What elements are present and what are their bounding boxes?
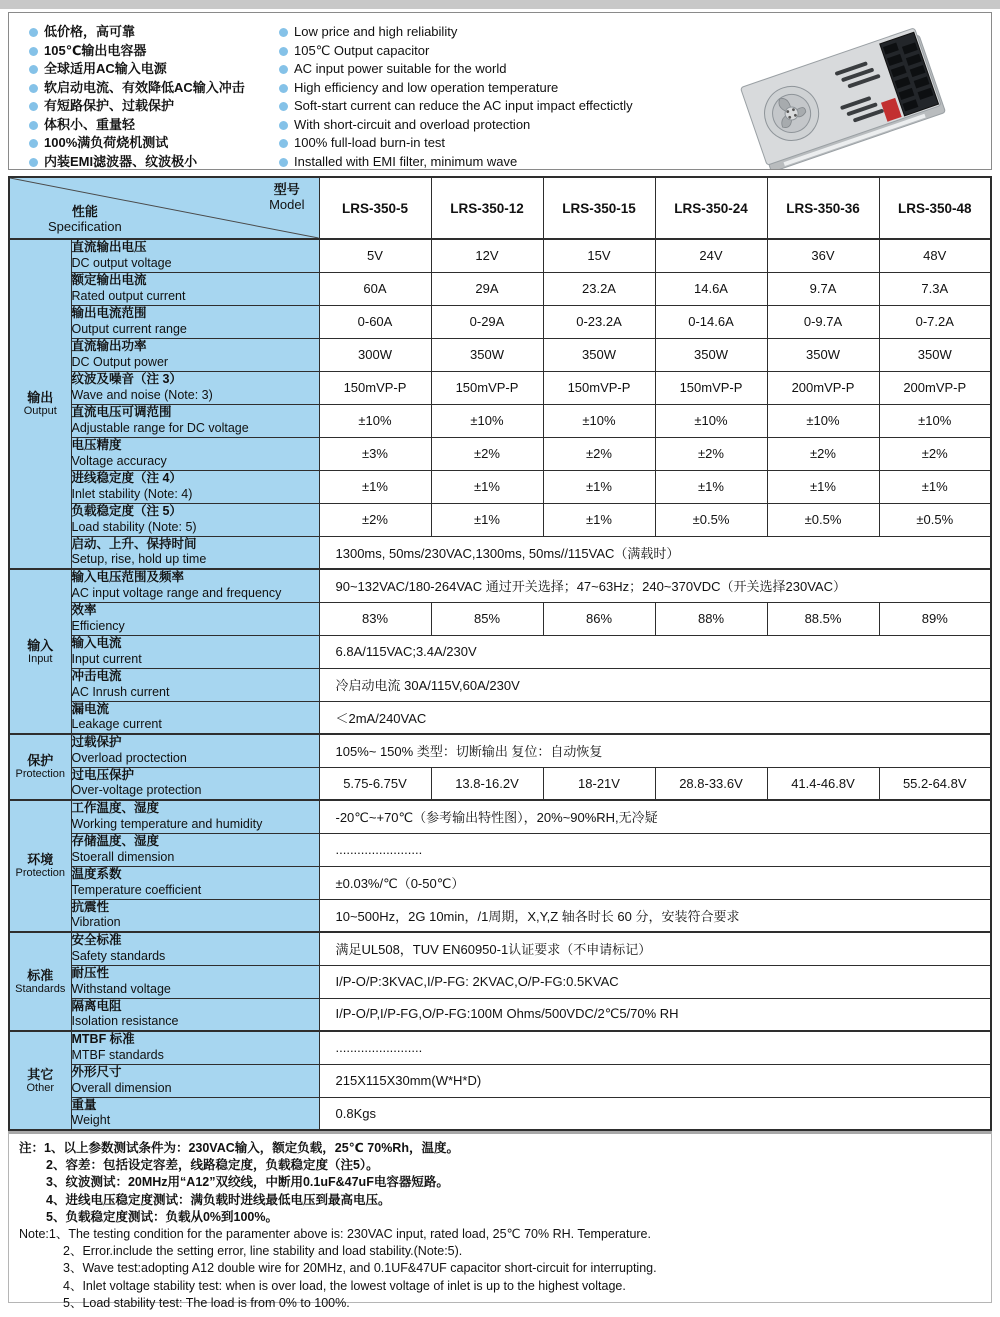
feature-text: Low price and high reliability: [294, 24, 458, 39]
value-cell: 41.4-46.8V: [767, 767, 879, 800]
value-cell: 200mVP-P: [767, 371, 879, 404]
spec-row: [9, 998, 991, 1031]
value-cell: ±2%: [655, 437, 767, 470]
row-label: [71, 470, 319, 503]
value-cell: 15V: [543, 239, 655, 272]
spec-table: [8, 176, 992, 1131]
value-cell: ±2%: [543, 437, 655, 470]
value-cell: ±1%: [543, 503, 655, 536]
row-label-cn: 直流输出功率: [71, 339, 147, 353]
row-label-en: Overall dimension: [71, 1080, 172, 1095]
row-label-en: AC input voltage range and frequency: [71, 585, 282, 600]
row-label-en: Withstand voltage: [71, 981, 171, 996]
feature-text: 全球适用AC输入电源: [44, 61, 167, 76]
row-label-en: Isolation resistance: [71, 1014, 179, 1029]
feature-item: [29, 60, 279, 79]
row-label-cn: 存储温度、湿度: [71, 834, 160, 848]
model-header: LRS-350-36: [767, 177, 879, 239]
row-label: [71, 833, 319, 866]
spec-row: [9, 767, 991, 800]
bullet-icon: [279, 158, 288, 167]
value-cell: 6.8A/115VAC;3.4A/230V: [319, 635, 991, 668]
value-cell: ±10%: [767, 404, 879, 437]
row-label: [71, 701, 319, 734]
feature-item: [29, 116, 279, 135]
note-line: 5、Load stability test: The load is from 0% to 100%.: [63, 1295, 350, 1310]
feature-item: [279, 116, 699, 135]
note-line: Note:1、The testing condition for the paramenter above is: 230VAC input, rated load, 25℃ 70% RH. Temperature.: [19, 1227, 651, 1242]
value-cell: ±3%: [319, 437, 431, 470]
value-cell: ±10%: [431, 404, 543, 437]
row-label: [71, 404, 319, 437]
value-cell: 89%: [879, 602, 991, 635]
group-label-en: Input: [28, 652, 53, 665]
feature-item: [29, 153, 279, 172]
feature-text: Installed with EMI filter, minimum wave: [294, 153, 518, 169]
row-label-en: Stoerall dimension: [71, 849, 175, 864]
note-line: 2、容差：包括设定容差，线路稳定度，负载稳定度（注5）。: [46, 1158, 379, 1173]
bullet-icon: [29, 121, 38, 130]
value-cell: 7.3A: [879, 272, 991, 305]
row-label-cn: 安全标准: [71, 933, 122, 948]
value-cell: 18-21V: [543, 767, 655, 800]
group-label-cn: 环境: [27, 852, 54, 867]
bullet-icon: [279, 102, 288, 111]
row-label: [71, 272, 319, 305]
spec-table-body: [9, 239, 991, 1130]
row-label-cn: 抗震性: [71, 899, 110, 914]
feature-text: 有短路保护、过载保护: [44, 98, 175, 113]
row-label-en: AC Inrush current: [71, 684, 170, 699]
row-label-cn: 隔离电阻: [71, 998, 122, 1013]
bullet-icon: [29, 158, 38, 167]
feature-text: High efficiency and low operation temperature: [294, 79, 559, 95]
row-label-cn: 温度系数: [71, 867, 122, 881]
row-label-en: Load stability (Note: 5): [71, 519, 197, 534]
row-label-en: Vibration: [71, 915, 121, 930]
model-header: LRS-350-5: [319, 177, 431, 239]
bullet-icon: [29, 65, 38, 74]
value-cell: 0-7.2A: [879, 305, 991, 338]
value-cell: 0-29A: [431, 305, 543, 338]
row-label: [71, 965, 319, 998]
value-cell: 150mVP-P: [655, 371, 767, 404]
value-cell: 88.5%: [767, 602, 879, 635]
spec-row: [9, 1097, 991, 1130]
value-cell: 0-23.2A: [543, 305, 655, 338]
note-line: 4、Inlet voltage stability test: when is over load, the lowest voltage of inlet is up to the highest voltage.: [63, 1278, 626, 1293]
row-label-cn: 电压精度: [71, 438, 122, 452]
value-cell: 83%: [319, 602, 431, 635]
model-header: LRS-350-24: [655, 177, 767, 239]
bullet-icon: [279, 65, 288, 74]
model-header: LRS-350-48: [879, 177, 991, 239]
row-label: [71, 635, 319, 668]
group-label-en: Standards: [15, 982, 66, 995]
row-label-en: Voltage accuracy: [71, 453, 167, 468]
row-label: [71, 239, 319, 272]
spec-row: [9, 503, 991, 536]
value-cell: 200mVP-P: [879, 371, 991, 404]
row-label-cn: 额定输出电流: [71, 273, 147, 287]
spec-row: [9, 1031, 991, 1064]
note-line: 4、进线电压稳定度测试：满负载时进线最低电压到最高电压。: [46, 1192, 391, 1207]
group-label-1: [9, 569, 71, 734]
spec-row: [9, 569, 991, 602]
value-cell: 48V: [879, 239, 991, 272]
spec-row: [9, 602, 991, 635]
value-cell: 85%: [431, 602, 543, 635]
row-label-cn: 进线稳定度（注 4）: [71, 471, 182, 485]
group-label-en: Output: [23, 405, 57, 417]
group-label-5: [9, 1031, 71, 1130]
group-label-cn: 标准: [27, 967, 54, 983]
value-cell: 29A: [431, 272, 543, 305]
value-cell: ±0.03%/℃（0-50℃）: [319, 866, 991, 899]
feature-item: [279, 134, 699, 153]
table-header-row: [9, 177, 991, 239]
feature-text: 低价格，高可靠: [44, 24, 136, 39]
value-cell: ........................: [319, 1031, 991, 1064]
row-label-cn: 耐压性: [71, 966, 110, 980]
value-cell: 150mVP-P: [319, 371, 431, 404]
spec-row: [9, 734, 991, 767]
row-label-en: Leakage current: [71, 717, 162, 732]
value-cell: 350W: [655, 338, 767, 371]
spec-row: [9, 635, 991, 668]
value-cell: ±1%: [543, 470, 655, 503]
value-cell: ±1%: [879, 470, 991, 503]
corner-spec-label: 性能 Specification: [48, 204, 122, 234]
value-cell: ±0.5%: [655, 503, 767, 536]
spec-row: [9, 338, 991, 371]
row-label: [71, 1064, 319, 1097]
feature-item: [279, 79, 699, 98]
row-label-cn: 外形尺寸: [71, 1065, 122, 1079]
spec-row: [9, 305, 991, 338]
row-label-en: DC Output power: [71, 354, 169, 369]
row-label: [71, 503, 319, 536]
value-cell: 90~132VAC/180-264VAC 通过开关选择；47~63Hz；240~370VDC（开关选择230VAC）: [319, 569, 991, 602]
bullet-icon: [29, 102, 38, 111]
value-cell: ±1%: [431, 503, 543, 536]
row-label: [71, 569, 319, 602]
group-label-en: Protection: [15, 867, 66, 879]
feature-text: 100%满负荷烧机测试: [44, 135, 169, 150]
row-label-en: Working temperature and humidity: [71, 816, 263, 831]
value-cell: ±1%: [655, 470, 767, 503]
group-label-cn: 保护: [27, 753, 54, 768]
row-label: [71, 602, 319, 635]
feature-text: 软启动电流、有效降低AC输入冲击: [44, 79, 245, 95]
row-label-en: Wave and noise (Note: 3): [71, 387, 213, 402]
row-label-cn: 冲击电流: [71, 669, 122, 683]
row-label-cn: 漏电流: [71, 701, 110, 716]
notes-en: [19, 1226, 981, 1312]
value-cell: 0.8Kgs: [319, 1097, 991, 1130]
value-cell: 60A: [319, 272, 431, 305]
value-cell: ±10%: [879, 404, 991, 437]
value-cell: ±0.5%: [767, 503, 879, 536]
value-cell: 14.6A: [655, 272, 767, 305]
value-cell: 0-9.7A: [767, 305, 879, 338]
value-cell: ±1%: [431, 470, 543, 503]
spec-row: [9, 866, 991, 899]
spec-row: [9, 833, 991, 866]
group-label-3: [9, 800, 71, 932]
value-cell: ±10%: [543, 404, 655, 437]
row-label: [71, 536, 319, 569]
value-cell: ±1%: [319, 470, 431, 503]
corner-cell: [9, 177, 319, 239]
row-label: [71, 437, 319, 470]
value-cell: 冷启动电流 30A/115V,60A/230V: [319, 668, 991, 701]
spec-row: [9, 272, 991, 305]
value-cell: ±0.5%: [879, 503, 991, 536]
value-cell: 36V: [767, 239, 879, 272]
feature-item: [29, 42, 279, 61]
notes-section: [8, 1131, 992, 1310]
row-label-cn: MTBF 标准: [71, 1032, 135, 1047]
note-line: 注：1、以上参数测试条件为：230VAC输入，额定负载，25℃ 70%Rh，温度。: [19, 1141, 459, 1155]
row-label: [71, 338, 319, 371]
value-cell: 150mVP-P: [543, 371, 655, 404]
feature-item: [29, 23, 279, 42]
notes-cn: [19, 1140, 981, 1226]
feature-item: [29, 79, 279, 98]
group-label-0: [9, 239, 71, 569]
value-cell: I/P-O/P,I/P-FG,O/P-FG:100M Ohms/500VDC/2℃5/70% RH: [319, 998, 991, 1031]
row-label-en: Input current: [71, 651, 142, 666]
feature-item: [29, 134, 279, 153]
feature-text: 105℃ Output capacitor: [294, 42, 430, 58]
value-cell: ±1%: [767, 470, 879, 503]
row-label-en: Overload proctection: [71, 750, 187, 765]
model-header: LRS-350-15: [543, 177, 655, 239]
bullet-icon: [29, 84, 38, 93]
row-label-cn: 纹波及噪音（注 3）: [71, 372, 182, 386]
value-cell: 23.2A: [543, 272, 655, 305]
spec-row: [9, 470, 991, 503]
value-cell: ±2%: [319, 503, 431, 536]
product-photo: [699, 23, 985, 165]
row-label-cn: 输入电流: [71, 636, 122, 650]
spec-row: [9, 239, 991, 272]
value-cell: 350W: [767, 338, 879, 371]
row-label-en: Adjustable range for DC voltage: [71, 420, 249, 435]
note-line: 2、Error.include the setting error, line stability and load stability.(Note:5).: [63, 1244, 463, 1259]
note-line: 3、纹波测试：20MHz用“A12”双绞线，中断用0.1uF&47uF电容器短路。: [46, 1175, 449, 1190]
group-label-en: Protection: [15, 768, 66, 780]
value-cell: 300W: [319, 338, 431, 371]
row-label-en: Efficiency: [71, 618, 125, 633]
corner-model-label: 型号 Model: [269, 182, 305, 212]
value-cell: 0-14.6A: [655, 305, 767, 338]
value-cell: I/P-O/P:3KVAC,I/P-FG: 2KVAC,O/P-FG:0.5KVAC: [319, 965, 991, 998]
spec-row: [9, 1064, 991, 1097]
bullet-icon: [279, 139, 288, 148]
row-label: [71, 1097, 319, 1130]
feature-text: 100% full-load burn-in test: [294, 135, 446, 150]
group-label-2: [9, 734, 71, 800]
row-label: [71, 371, 319, 404]
row-label-cn: 过电压保护: [71, 767, 135, 782]
feature-text: With short-circuit and overload protection: [294, 116, 531, 132]
row-label: [71, 1031, 319, 1064]
group-label-cn: 其它: [27, 1066, 54, 1082]
features-list-en: [279, 23, 699, 171]
feature-text: 内装EMI滤波器、纹波极小: [44, 153, 198, 169]
row-label: [71, 800, 319, 833]
spec-row: [9, 899, 991, 932]
row-label-en: DC output voltage: [71, 255, 172, 270]
row-label: [71, 932, 319, 965]
group-label-4: [9, 932, 71, 1031]
value-cell: 13.8-16.2V: [431, 767, 543, 800]
row-label-cn: 工作温度、湿度: [71, 801, 160, 816]
row-label-cn: 重量: [71, 1097, 97, 1112]
value-cell: ±2%: [431, 437, 543, 470]
row-label-en: Rated output current: [71, 288, 186, 303]
row-label-cn: 输入电压范围及频率: [71, 570, 185, 585]
value-cell: ＜2mA/240VAC: [319, 701, 991, 734]
value-cell: -20℃~+70℃（参考输出特性图），20%~90%RH,无冷疑: [319, 800, 991, 833]
value-cell: 5.75-6.75V: [319, 767, 431, 800]
row-label-en: Setup, rise, hold up time: [71, 552, 207, 567]
spec-row: [9, 965, 991, 998]
feature-item: [279, 60, 699, 79]
spec-row: [9, 371, 991, 404]
row-label-cn: 效率: [71, 603, 97, 617]
note-line: 3、Wave test:adopting A12 double wire for 20MHz, and 0.1UF&47UF capacitor short-circuit for interrupting.: [63, 1261, 657, 1276]
row-label: [71, 734, 319, 767]
power-supply-image: [724, 19, 960, 169]
bullet-icon: [279, 47, 288, 56]
value-cell: 5V: [319, 239, 431, 272]
row-label: [71, 668, 319, 701]
spec-row: [9, 668, 991, 701]
value-cell: 86%: [543, 602, 655, 635]
spec-row: [9, 437, 991, 470]
feature-item: [279, 97, 699, 116]
feature-item: [29, 97, 279, 116]
feature-text: Soft-start current can reduce the AC input impact effectictly: [294, 98, 633, 113]
value-cell: 9.7A: [767, 272, 879, 305]
feature-text: AC input power suitable for the world: [294, 61, 507, 76]
note-line: 5、负载稳定度测试：负载从0%到100%。: [46, 1209, 278, 1224]
row-label-en: Weight: [71, 1113, 111, 1128]
row-label-en: Over-voltage protection: [71, 783, 202, 798]
feature-text: 体积小、重量轻: [44, 116, 136, 132]
row-label-en: MTBF standards: [71, 1047, 164, 1062]
value-cell: ±2%: [767, 437, 879, 470]
value-cell: 350W: [879, 338, 991, 371]
spec-row: [9, 800, 991, 833]
value-cell: 1300ms, 50ms/230VAC,1300ms, 50ms//115VAC（满载时）: [319, 536, 991, 569]
row-label: [71, 305, 319, 338]
value-cell: ±10%: [655, 404, 767, 437]
value-cell: ±2%: [879, 437, 991, 470]
row-label: [71, 767, 319, 800]
feature-item: [279, 153, 699, 172]
value-cell: 10~500Hz，2G 10min，/1周期，X,Y,Z 轴各时长 60 分，安装符合要求: [319, 899, 991, 932]
group-label-cn: 输出: [27, 390, 54, 405]
value-cell: ±10%: [319, 404, 431, 437]
row-label: [71, 998, 319, 1031]
row-label-en: Temperature coefficient: [71, 882, 202, 897]
value-cell: 215X115X30mm(W*H*D): [319, 1064, 991, 1097]
bullet-icon: [279, 84, 288, 93]
value-cell: 28.8-33.6V: [655, 767, 767, 800]
row-label-en: Safety standards: [71, 948, 166, 963]
group-label-en: Other: [26, 1081, 54, 1094]
spec-row: [9, 404, 991, 437]
spec-row: [9, 536, 991, 569]
row-label-cn: 启动、上升、保持时间: [71, 536, 197, 551]
top-divider: [0, 0, 1000, 9]
value-cell: 150mVP-P: [431, 371, 543, 404]
group-label-cn: 输入: [27, 637, 54, 653]
value-cell: 105%~ 150% 类型：切断输出 复位：自动恢复: [319, 734, 991, 767]
bullet-icon: [29, 28, 38, 37]
features-list-cn: [29, 23, 279, 171]
value-cell: 满足UL508，TUV EN60950-1认证要求（不申请标记）: [319, 932, 991, 965]
row-label-cn: 直流输出电压: [71, 240, 147, 255]
value-cell: 55.2-64.8V: [879, 767, 991, 800]
row-label-cn: 负载稳定度（注 5）: [71, 504, 182, 518]
value-cell: 24V: [655, 239, 767, 272]
value-cell: 12V: [431, 239, 543, 272]
value-cell: 350W: [431, 338, 543, 371]
row-label-cn: 过载保护: [71, 735, 122, 750]
feature-item: [279, 42, 699, 61]
row-label-en: Output current range: [71, 321, 187, 336]
row-label: [71, 866, 319, 899]
row-label-cn: 输出电流范围: [71, 306, 147, 320]
feature-item: [279, 23, 699, 42]
value-cell: 350W: [543, 338, 655, 371]
row-label-cn: 直流电压可调范围: [71, 405, 172, 419]
model-header: LRS-350-12: [431, 177, 543, 239]
bullet-icon: [29, 47, 38, 56]
bullet-icon: [29, 139, 38, 148]
row-label: [71, 899, 319, 932]
feature-text: 105℃输出电容器: [44, 42, 147, 58]
spec-row: [9, 932, 991, 965]
value-cell: 0-60A: [319, 305, 431, 338]
features-section: [8, 12, 992, 170]
bullet-icon: [279, 28, 288, 37]
row-label-en: Inlet stability (Note: 4): [71, 486, 193, 501]
value-cell: ........................: [319, 833, 991, 866]
bullet-icon: [279, 121, 288, 130]
value-cell: 88%: [655, 602, 767, 635]
spec-row: [9, 701, 991, 734]
